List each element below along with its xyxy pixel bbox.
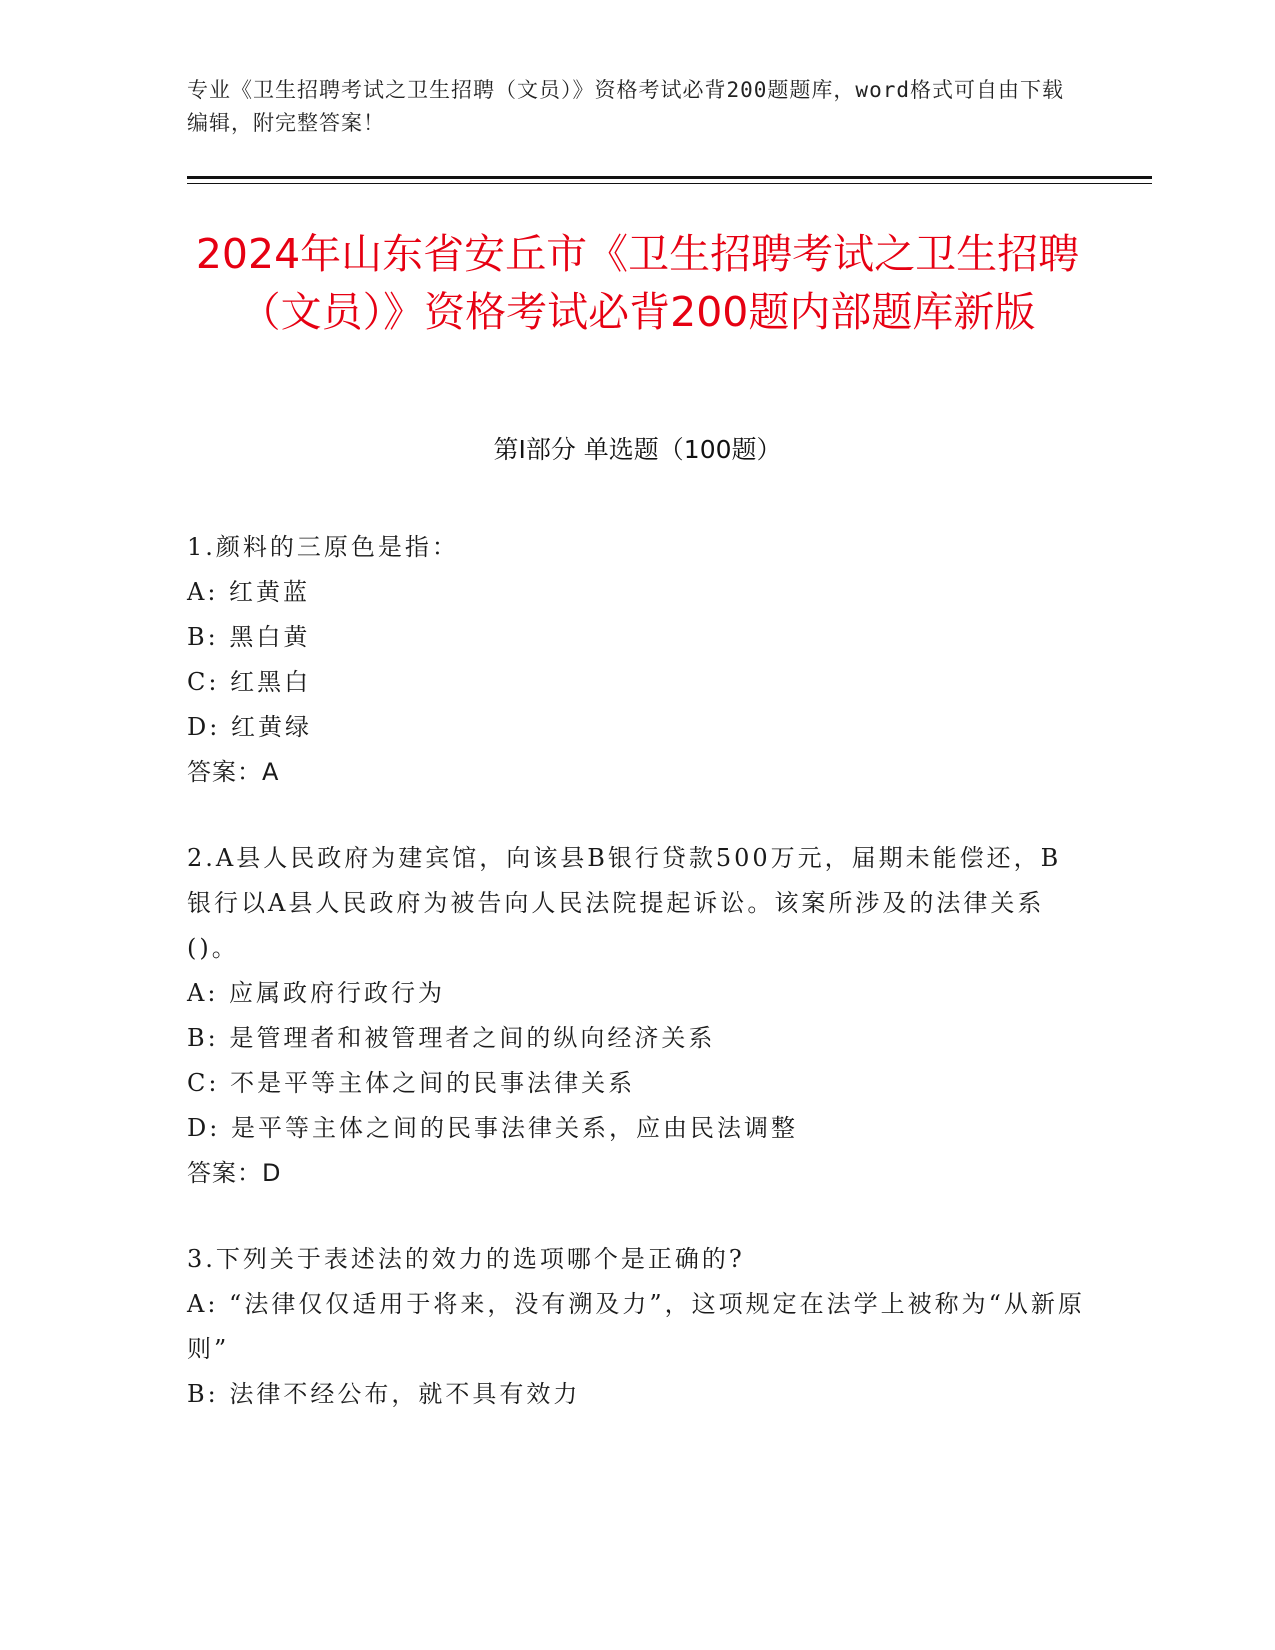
section-title: 第I部分 单选题（100题） [493, 435, 782, 464]
question-list [187, 525, 1087, 1458]
header-rule-thick [187, 176, 1152, 179]
option-a: A: 红黄蓝 [187, 578, 311, 606]
header-note: 专业《卫生招聘考试之卫生招聘（文员）》资格考试必背200题题库，word格式可自由下载编辑，附完整答案！ [187, 78, 1064, 135]
answer: 答案：D [187, 1159, 282, 1187]
question-stem: 1.颜料的三原色是指： [187, 533, 459, 561]
question-2 [187, 836, 1087, 1196]
option-b: B: 是管理者和被管理者之间的纵向经济关系 [187, 1024, 716, 1052]
option-d: D: 是平等主体之间的民事法律关系，应由民法调整 [187, 1114, 798, 1142]
question-stem: 2.A县人民政府为建宾馆，向该县B银行贷款500万元，届期未能偿还，B银行以A县人民政府为被告向人民法院提起诉讼。该案所涉及的法律关系()。 [187, 844, 1062, 962]
option-b: B: 法律不经公布，就不具有效力 [187, 1380, 581, 1408]
option-a: A: “法律仅仅适用于将来，没有溯及力”，这项规定在法学上被称为“从新原则” [187, 1290, 1085, 1363]
header-rule-thin [187, 183, 1152, 184]
option-a: A: 应属政府行政行为 [187, 979, 446, 1007]
answer: 答案：A [187, 758, 280, 786]
option-c: C: 红黑白 [187, 668, 312, 696]
option-c: C: 不是平等主体之间的民事法律关系 [187, 1069, 636, 1097]
question-1 [187, 525, 1087, 795]
option-b: B: 黑白黄 [187, 623, 311, 651]
question-3 [187, 1237, 1087, 1417]
question-stem: 3.下列关于表述法的效力的选项哪个是正确的? [187, 1245, 745, 1273]
option-d: D: 红黄绿 [187, 713, 312, 741]
document-title: 2024年山东省安丘市《卫生招聘考试之卫生招聘（文员）》资格考试必背200题内部题库新版 [195, 230, 1080, 336]
